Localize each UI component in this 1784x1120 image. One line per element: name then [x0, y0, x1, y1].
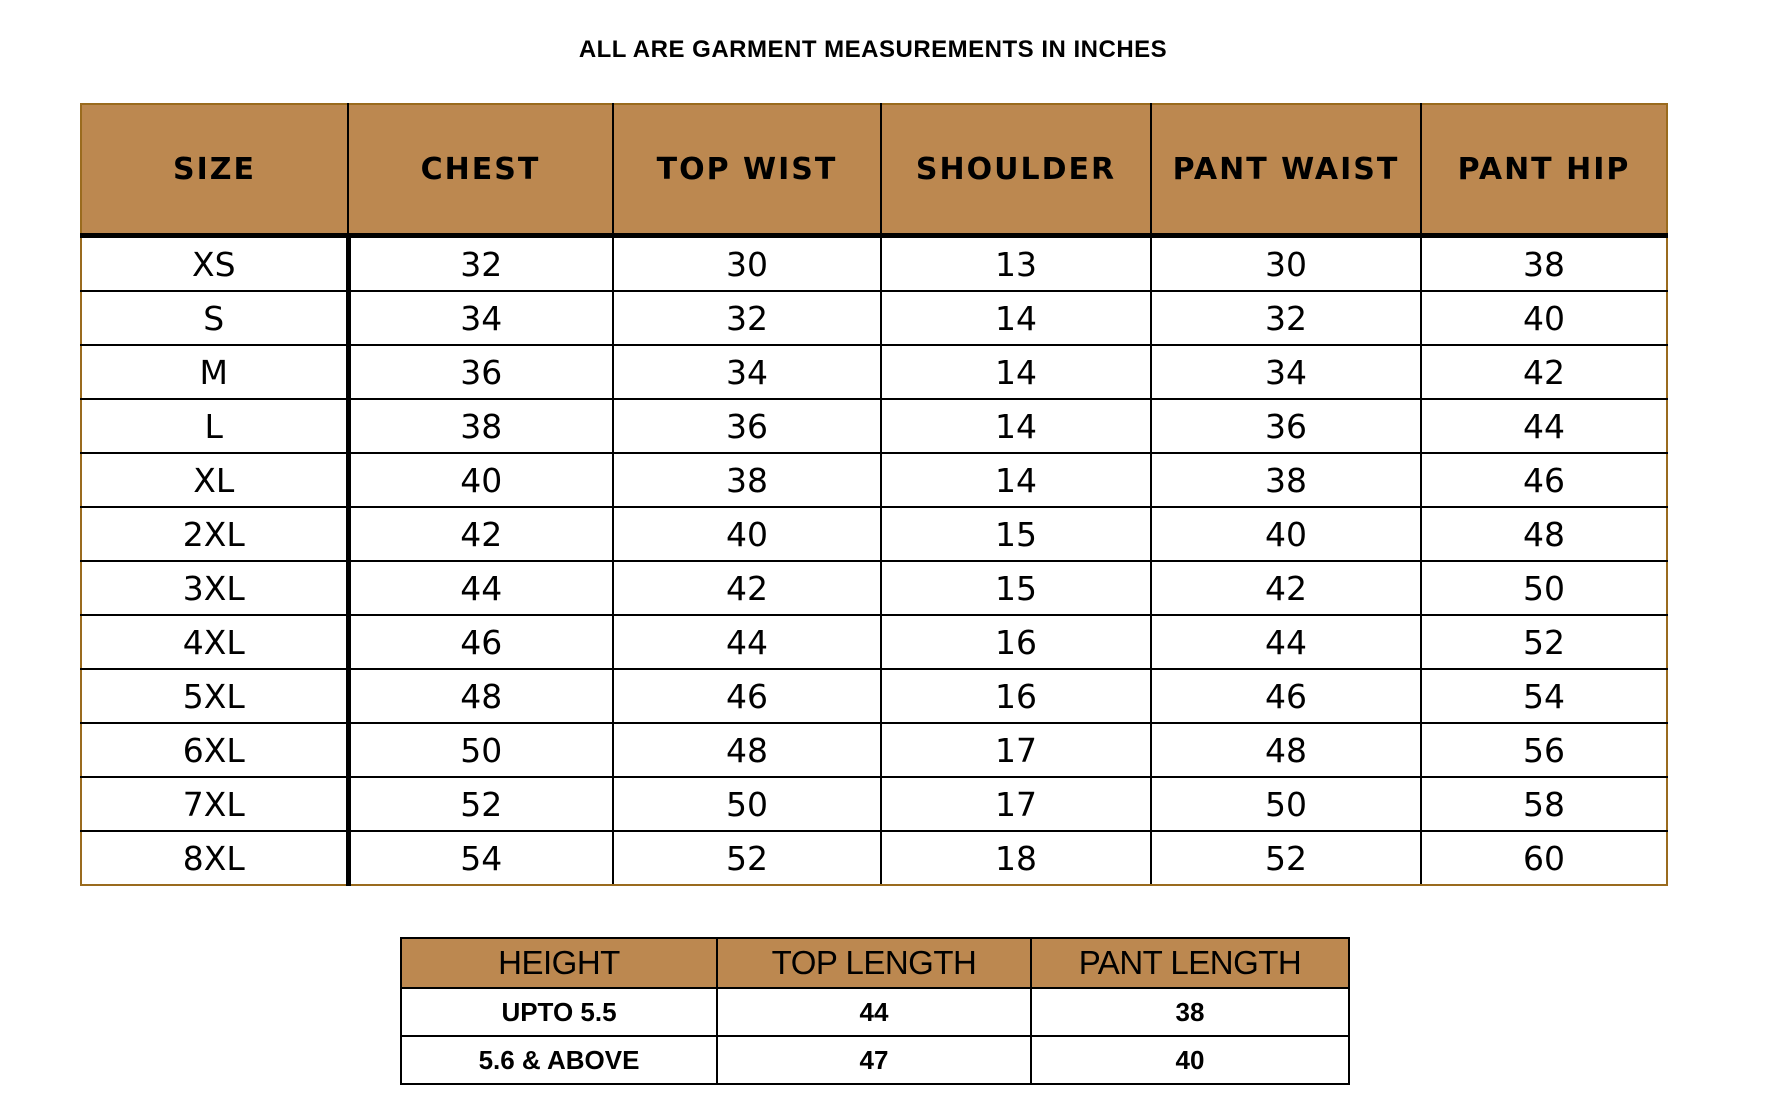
- column-header-chest: CHEST: [348, 104, 613, 236]
- size-cell: S: [81, 291, 348, 345]
- table-row-l: [81, 399, 1667, 453]
- table-row-2xl: [81, 507, 1667, 561]
- pant-hip-cell: 58: [1421, 777, 1667, 831]
- top-wist-cell: 50: [613, 777, 881, 831]
- table-row-6xl: [81, 723, 1667, 777]
- pant-waist-cell: 30: [1151, 236, 1421, 292]
- length-row-5-6-above: [401, 1036, 1349, 1084]
- chest-cell: 34: [348, 291, 613, 345]
- top-wist-cell: 38: [613, 453, 881, 507]
- column-header-shoulder: SHOULDER: [881, 104, 1151, 236]
- size-cell: 5XL: [81, 669, 348, 723]
- top-wist-cell: 34: [613, 345, 881, 399]
- length-chart-table: [400, 937, 1350, 1085]
- column-header-pant-waist: PANT WAIST: [1151, 104, 1421, 236]
- top-wist-cell: 46: [613, 669, 881, 723]
- table-row-xl: [81, 453, 1667, 507]
- shoulder-cell: 17: [881, 777, 1151, 831]
- chest-cell: 44: [348, 561, 613, 615]
- top-wist-cell: 36: [613, 399, 881, 453]
- table-row-m: [81, 345, 1667, 399]
- chest-cell: 38: [348, 399, 613, 453]
- chest-cell: 50: [348, 723, 613, 777]
- size-cell: L: [81, 399, 348, 453]
- size-cell: 4XL: [81, 615, 348, 669]
- table-row-s: [81, 291, 1667, 345]
- pant-length-cell: 38: [1031, 988, 1349, 1036]
- size-cell: M: [81, 345, 348, 399]
- shoulder-cell: 16: [881, 615, 1151, 669]
- table-row-3xl: [81, 561, 1667, 615]
- top-wist-cell: 40: [613, 507, 881, 561]
- column-header-top-length: TOP LENGTH: [717, 938, 1031, 988]
- pant-waist-cell: 46: [1151, 669, 1421, 723]
- size-cell: 3XL: [81, 561, 348, 615]
- top-length-cell: 44: [717, 988, 1031, 1036]
- height-cell: 5.6 & ABOVE: [401, 1036, 717, 1084]
- shoulder-cell: 18: [881, 831, 1151, 885]
- column-header-top-wist: TOP WIST: [613, 104, 881, 236]
- shoulder-cell: 14: [881, 453, 1151, 507]
- table-row-4xl: [81, 615, 1667, 669]
- pant-waist-cell: 40: [1151, 507, 1421, 561]
- chest-cell: 40: [348, 453, 613, 507]
- pant-waist-cell: 34: [1151, 345, 1421, 399]
- top-wist-cell: 30: [613, 236, 881, 292]
- pant-waist-cell: 52: [1151, 831, 1421, 885]
- pant-hip-cell: 46: [1421, 453, 1667, 507]
- shoulder-cell: 15: [881, 507, 1151, 561]
- column-header-pant-length: PANT LENGTH: [1031, 938, 1349, 988]
- shoulder-cell: 14: [881, 291, 1151, 345]
- column-header-size: SIZE: [81, 104, 348, 236]
- chest-cell: 32: [348, 236, 613, 292]
- pant-waist-cell: 32: [1151, 291, 1421, 345]
- pant-hip-cell: 54: [1421, 669, 1667, 723]
- pant-waist-cell: 42: [1151, 561, 1421, 615]
- size-cell: 2XL: [81, 507, 348, 561]
- table-row-xs: [81, 236, 1667, 292]
- shoulder-cell: 16: [881, 669, 1151, 723]
- height-cell: UPTO 5.5: [401, 988, 717, 1036]
- table-row-5xl: [81, 669, 1667, 723]
- pant-hip-cell: 60: [1421, 831, 1667, 885]
- pant-hip-cell: 56: [1421, 723, 1667, 777]
- table-row-7xl: [81, 777, 1667, 831]
- pant-hip-cell: 44: [1421, 399, 1667, 453]
- chest-cell: 36: [348, 345, 613, 399]
- pant-waist-cell: 36: [1151, 399, 1421, 453]
- top-wist-cell: 42: [613, 561, 881, 615]
- pant-hip-cell: 48: [1421, 507, 1667, 561]
- top-wist-cell: 32: [613, 291, 881, 345]
- pant-hip-cell: 38: [1421, 236, 1667, 292]
- pant-hip-cell: 50: [1421, 561, 1667, 615]
- pant-waist-cell: 38: [1151, 453, 1421, 507]
- size-cell: 6XL: [81, 723, 348, 777]
- pant-waist-cell: 48: [1151, 723, 1421, 777]
- pant-hip-cell: 52: [1421, 615, 1667, 669]
- size-cell: XL: [81, 453, 348, 507]
- size-chart-table: [80, 103, 1668, 886]
- top-wist-cell: 44: [613, 615, 881, 669]
- top-length-cell: 47: [717, 1036, 1031, 1084]
- chest-cell: 52: [348, 777, 613, 831]
- pant-hip-cell: 42: [1421, 345, 1667, 399]
- column-header-height: HEIGHT: [401, 938, 717, 988]
- top-wist-cell: 52: [613, 831, 881, 885]
- chest-cell: 46: [348, 615, 613, 669]
- pant-length-cell: 40: [1031, 1036, 1349, 1084]
- top-wist-cell: 48: [613, 723, 881, 777]
- shoulder-cell: 17: [881, 723, 1151, 777]
- pant-waist-cell: 50: [1151, 777, 1421, 831]
- page-title: ALL ARE GARMENT MEASUREMENTS IN INCHES: [578, 36, 1168, 63]
- size-cell: 7XL: [81, 777, 348, 831]
- size-chart-header-row: [81, 104, 1667, 236]
- shoulder-cell: 14: [881, 345, 1151, 399]
- chest-cell: 42: [348, 507, 613, 561]
- column-header-pant-hip: PANT HIP: [1421, 104, 1667, 236]
- pant-hip-cell: 40: [1421, 291, 1667, 345]
- length-row-upto-5-5: [401, 988, 1349, 1036]
- pant-waist-cell: 44: [1151, 615, 1421, 669]
- chest-cell: 54: [348, 831, 613, 885]
- table-row-8xl: [81, 831, 1667, 885]
- shoulder-cell: 14: [881, 399, 1151, 453]
- size-cell: XS: [81, 236, 348, 292]
- length-chart-header-row: [401, 938, 1349, 988]
- shoulder-cell: 15: [881, 561, 1151, 615]
- shoulder-cell: 13: [881, 236, 1151, 292]
- size-cell: 8XL: [81, 831, 348, 885]
- chest-cell: 48: [348, 669, 613, 723]
